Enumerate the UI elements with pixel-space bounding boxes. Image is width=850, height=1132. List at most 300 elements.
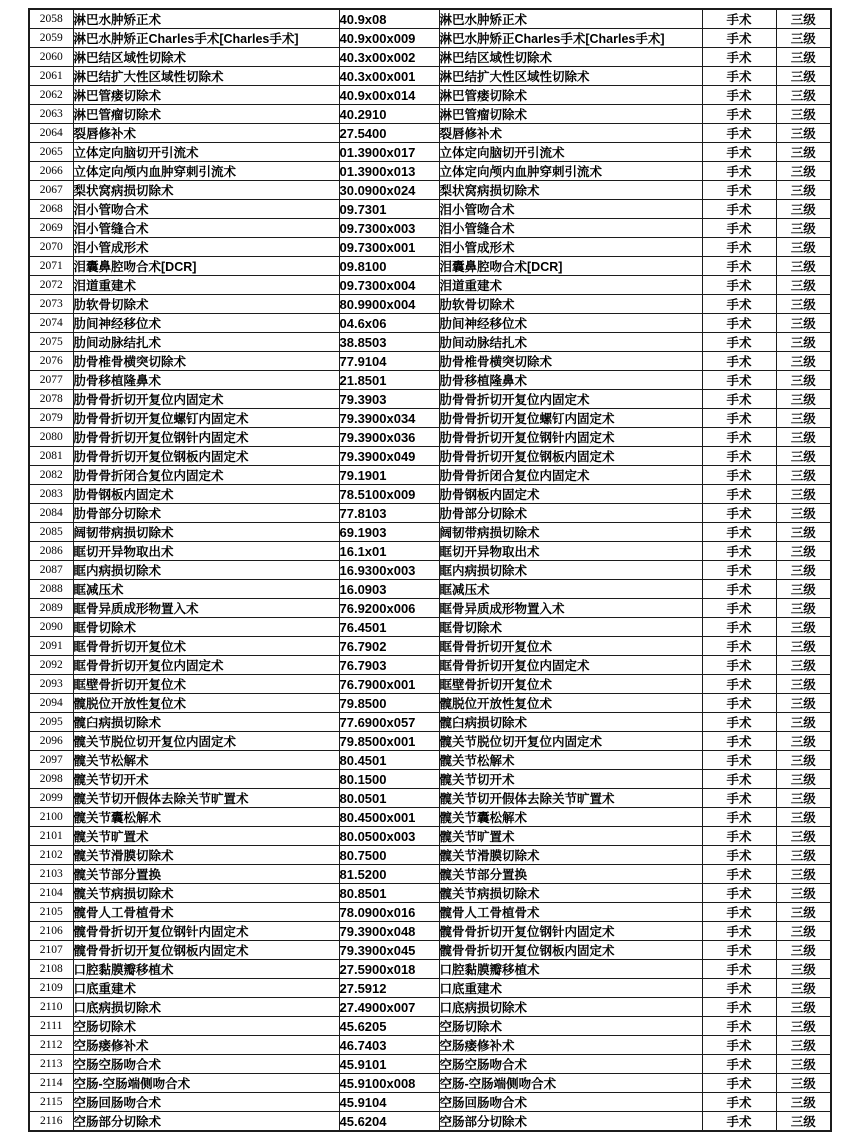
procedure-name-repeat-cell: 髋骨人工骨植骨术 — [439, 903, 702, 922]
procedure-code-cell: 76.7903 — [339, 656, 439, 675]
procedure-code-cell: 16.9300x003 — [339, 561, 439, 580]
procedure-name-cell: 髋关节病损切除术 — [73, 884, 339, 903]
level-cell: 三级 — [776, 466, 831, 485]
procedure-name-repeat-cell: 空肠部分切除术 — [439, 1112, 702, 1132]
level-cell: 三级 — [776, 67, 831, 86]
procedure-name-cell: 淋巴水肿矫正术 — [73, 9, 339, 29]
row-number-cell: 2075 — [29, 333, 73, 352]
procedure-code-cell: 27.5900x018 — [339, 960, 439, 979]
procedure-name-repeat-cell: 髋关节病损切除术 — [439, 884, 702, 903]
procedure-name-repeat-cell: 髋关节囊松解术 — [439, 808, 702, 827]
category-cell: 手术 — [702, 1112, 776, 1132]
procedure-code-cell: 79.3900x034 — [339, 409, 439, 428]
category-cell: 手术 — [702, 124, 776, 143]
table-row — [29, 504, 831, 523]
category-cell: 手术 — [702, 1017, 776, 1036]
category-cell: 手术 — [702, 219, 776, 238]
procedure-name-repeat-cell: 梨状窝病损切除术 — [439, 181, 702, 200]
procedure-code-cell: 76.4501 — [339, 618, 439, 637]
procedure-code-cell: 80.0501 — [339, 789, 439, 808]
category-cell: 手术 — [702, 523, 776, 542]
procedure-name-cell: 眶内病损切除术 — [73, 561, 339, 580]
table-row — [29, 371, 831, 390]
category-cell: 手术 — [702, 599, 776, 618]
level-cell: 三级 — [776, 865, 831, 884]
category-cell: 手术 — [702, 1074, 776, 1093]
row-number-cell: 2066 — [29, 162, 73, 181]
procedure-name-repeat-cell: 空肠-空肠端侧吻合术 — [439, 1074, 702, 1093]
row-number-cell: 2101 — [29, 827, 73, 846]
procedure-name-cell: 泪小管缝合术 — [73, 219, 339, 238]
procedure-code-cell: 30.0900x024 — [339, 181, 439, 200]
table-row — [29, 618, 831, 637]
level-cell: 三级 — [776, 504, 831, 523]
procedure-name-repeat-cell: 髋关节切开术 — [439, 770, 702, 789]
procedure-name-repeat-cell: 肋间神经移位术 — [439, 314, 702, 333]
procedure-name-repeat-cell: 眶切开异物取出术 — [439, 542, 702, 561]
table-row — [29, 124, 831, 143]
procedure-name-repeat-cell: 肋间动脉结扎术 — [439, 333, 702, 352]
procedure-name-repeat-cell: 髋关节脱位切开复位内固定术 — [439, 732, 702, 751]
procedure-name-cell: 口底重建术 — [73, 979, 339, 998]
row-number-cell: 2073 — [29, 295, 73, 314]
table-row — [29, 922, 831, 941]
row-number-cell: 2107 — [29, 941, 73, 960]
procedure-name-cell: 眶骨异质成形物置入术 — [73, 599, 339, 618]
row-number-cell: 2077 — [29, 371, 73, 390]
category-cell: 手术 — [702, 48, 776, 67]
row-number-cell: 2082 — [29, 466, 73, 485]
table-row — [29, 1055, 831, 1074]
level-cell: 三级 — [776, 732, 831, 751]
procedure-name-repeat-cell: 泪道重建术 — [439, 276, 702, 295]
procedure-code-cell: 09.8100 — [339, 257, 439, 276]
procedure-name-cell: 肋骨骨折切开复位内固定术 — [73, 390, 339, 409]
procedure-name-repeat-cell: 泪囊鼻腔吻合术[DCR] — [439, 257, 702, 276]
procedure-name-cell: 空肠部分切除术 — [73, 1112, 339, 1132]
procedure-name-repeat-cell: 淋巴管瘘切除术 — [439, 86, 702, 105]
procedure-code-cell: 40.9x08 — [339, 9, 439, 29]
procedure-code-cell: 79.1901 — [339, 466, 439, 485]
category-cell: 手术 — [702, 827, 776, 846]
procedure-name-cell: 髋臼病损切除术 — [73, 713, 339, 732]
category-cell: 手术 — [702, 181, 776, 200]
procedure-code-cell: 76.7900x001 — [339, 675, 439, 694]
level-cell: 三级 — [776, 960, 831, 979]
category-cell: 手术 — [702, 9, 776, 29]
category-cell: 手术 — [702, 637, 776, 656]
level-cell: 三级 — [776, 998, 831, 1017]
procedure-name-cell: 立体定向脑切开引流术 — [73, 143, 339, 162]
category-cell: 手术 — [702, 960, 776, 979]
level-cell: 三级 — [776, 1017, 831, 1036]
procedure-name-cell: 泪囊鼻腔吻合术[DCR] — [73, 257, 339, 276]
table-row — [29, 675, 831, 694]
procedure-name-cell: 淋巴结扩大性区域性切除术 — [73, 67, 339, 86]
category-cell: 手术 — [702, 656, 776, 675]
category-cell: 手术 — [702, 580, 776, 599]
level-cell: 三级 — [776, 1074, 831, 1093]
row-number-cell: 2084 — [29, 504, 73, 523]
row-number-cell: 2085 — [29, 523, 73, 542]
procedure-code-cell: 80.1500 — [339, 770, 439, 789]
level-cell: 三级 — [776, 219, 831, 238]
procedure-code-cell: 79.8500 — [339, 694, 439, 713]
procedure-code-cell: 38.8503 — [339, 333, 439, 352]
level-cell: 三级 — [776, 314, 831, 333]
procedure-code-cell: 77.9104 — [339, 352, 439, 371]
procedure-code-cell: 78.0900x016 — [339, 903, 439, 922]
procedure-name-repeat-cell: 眶骨骨折切开复位内固定术 — [439, 656, 702, 675]
category-cell: 手术 — [702, 314, 776, 333]
procedure-name-cell: 髋骨骨折切开复位钢针内固定术 — [73, 922, 339, 941]
procedure-name-cell: 空肠-空肠端侧吻合术 — [73, 1074, 339, 1093]
procedure-name-cell: 肋骨椎骨横突切除术 — [73, 352, 339, 371]
level-cell: 三级 — [776, 542, 831, 561]
procedure-name-repeat-cell: 肋骨移植隆鼻术 — [439, 371, 702, 390]
row-number-cell: 2093 — [29, 675, 73, 694]
table-row — [29, 390, 831, 409]
procedure-code-cell: 77.8103 — [339, 504, 439, 523]
table-row — [29, 713, 831, 732]
row-number-cell: 2086 — [29, 542, 73, 561]
row-number-cell: 2102 — [29, 846, 73, 865]
procedure-name-repeat-cell: 口底重建术 — [439, 979, 702, 998]
level-cell: 三级 — [776, 922, 831, 941]
table-row — [29, 827, 831, 846]
row-number-cell: 2081 — [29, 447, 73, 466]
procedure-name-cell: 髋关节松解术 — [73, 751, 339, 770]
level-cell: 三级 — [776, 618, 831, 637]
procedure-code-cell: 69.1903 — [339, 523, 439, 542]
category-cell: 手术 — [702, 884, 776, 903]
table-row — [29, 314, 831, 333]
level-cell: 三级 — [776, 105, 831, 124]
procedure-name-repeat-cell: 淋巴结区域性切除术 — [439, 48, 702, 67]
table-row — [29, 808, 831, 827]
procedure-table — [28, 8, 832, 1132]
level-cell: 三级 — [776, 48, 831, 67]
procedure-code-cell: 80.8501 — [339, 884, 439, 903]
category-cell: 手术 — [702, 751, 776, 770]
row-number-cell: 2114 — [29, 1074, 73, 1093]
table-row — [29, 770, 831, 789]
level-cell: 三级 — [776, 770, 831, 789]
category-cell: 手术 — [702, 865, 776, 884]
row-number-cell: 2098 — [29, 770, 73, 789]
table-row — [29, 865, 831, 884]
procedure-name-repeat-cell: 髋关节切开假体去除关节旷置术 — [439, 789, 702, 808]
row-number-cell: 2068 — [29, 200, 73, 219]
row-number-cell: 2069 — [29, 219, 73, 238]
procedure-table-body — [29, 9, 831, 1131]
procedure-name-repeat-cell: 眶骨切除术 — [439, 618, 702, 637]
procedure-name-cell: 眶切开异物取出术 — [73, 542, 339, 561]
table-row — [29, 1074, 831, 1093]
procedure-name-repeat-cell: 淋巴管瘤切除术 — [439, 105, 702, 124]
procedure-name-cell: 肋骨骨折切开复位钢板内固定术 — [73, 447, 339, 466]
procedure-code-cell: 80.4500x001 — [339, 808, 439, 827]
procedure-name-cell: 眶骨骨折切开复位内固定术 — [73, 656, 339, 675]
procedure-name-cell: 肋骨骨折切开复位钢针内固定术 — [73, 428, 339, 447]
procedure-name-repeat-cell: 口底病损切除术 — [439, 998, 702, 1017]
table-row — [29, 903, 831, 922]
procedure-code-cell: 40.2910 — [339, 105, 439, 124]
category-cell: 手术 — [702, 105, 776, 124]
procedure-code-cell: 79.3900x045 — [339, 941, 439, 960]
category-cell: 手术 — [702, 542, 776, 561]
table-row — [29, 466, 831, 485]
procedure-code-cell: 79.3900x036 — [339, 428, 439, 447]
procedure-name-repeat-cell: 空肠回肠吻合术 — [439, 1093, 702, 1112]
procedure-code-cell: 40.9x00x009 — [339, 29, 439, 48]
table-row — [29, 846, 831, 865]
row-number-cell: 2104 — [29, 884, 73, 903]
category-cell: 手术 — [702, 447, 776, 466]
procedure-name-cell: 髋关节切开假体去除关节旷置术 — [73, 789, 339, 808]
procedure-code-cell: 04.6x06 — [339, 314, 439, 333]
procedure-code-cell: 46.7403 — [339, 1036, 439, 1055]
level-cell: 三级 — [776, 808, 831, 827]
row-number-cell: 2078 — [29, 390, 73, 409]
procedure-name-cell: 髋关节旷置术 — [73, 827, 339, 846]
row-number-cell: 2088 — [29, 580, 73, 599]
table-row — [29, 656, 831, 675]
level-cell: 三级 — [776, 238, 831, 257]
procedure-name-repeat-cell: 髋脱位开放性复位术 — [439, 694, 702, 713]
procedure-code-cell: 80.4501 — [339, 751, 439, 770]
procedure-name-repeat-cell: 髋关节松解术 — [439, 751, 702, 770]
table-row — [29, 143, 831, 162]
procedure-code-cell: 01.3900x013 — [339, 162, 439, 181]
row-number-cell: 2083 — [29, 485, 73, 504]
procedure-code-cell: 09.7301 — [339, 200, 439, 219]
table-row — [29, 979, 831, 998]
row-number-cell: 2064 — [29, 124, 73, 143]
row-number-cell: 2105 — [29, 903, 73, 922]
category-cell: 手术 — [702, 675, 776, 694]
procedure-name-repeat-cell: 肋骨部分切除术 — [439, 504, 702, 523]
procedure-name-repeat-cell: 空肠空肠吻合术 — [439, 1055, 702, 1074]
procedure-name-cell: 淋巴水肿矫正Charles手术[Charles手术] — [73, 29, 339, 48]
category-cell: 手术 — [702, 409, 776, 428]
procedure-code-cell: 80.7500 — [339, 846, 439, 865]
category-cell: 手术 — [702, 466, 776, 485]
procedure-name-cell: 髋骨骨折切开复位钢板内固定术 — [73, 941, 339, 960]
procedure-code-cell: 16.1x01 — [339, 542, 439, 561]
procedure-name-repeat-cell: 肋骨骨折切开复位螺钉内固定术 — [439, 409, 702, 428]
row-number-cell: 2099 — [29, 789, 73, 808]
level-cell: 三级 — [776, 1036, 831, 1055]
procedure-name-repeat-cell: 淋巴水肿矫正术 — [439, 9, 702, 29]
row-number-cell: 2071 — [29, 257, 73, 276]
row-number-cell: 2063 — [29, 105, 73, 124]
table-row — [29, 599, 831, 618]
procedure-name-cell: 眶壁骨折切开复位术 — [73, 675, 339, 694]
level-cell: 三级 — [776, 200, 831, 219]
procedure-name-cell: 肋骨部分切除术 — [73, 504, 339, 523]
table-row — [29, 1093, 831, 1112]
table-row — [29, 523, 831, 542]
category-cell: 手术 — [702, 998, 776, 1017]
row-number-cell: 2072 — [29, 276, 73, 295]
row-number-cell: 2116 — [29, 1112, 73, 1132]
procedure-name-repeat-cell: 立体定向脑切开引流术 — [439, 143, 702, 162]
procedure-code-cell: 79.3900x048 — [339, 922, 439, 941]
level-cell: 三级 — [776, 751, 831, 770]
level-cell: 三级 — [776, 789, 831, 808]
procedure-code-cell: 45.9100x008 — [339, 1074, 439, 1093]
table-row — [29, 580, 831, 599]
procedure-code-cell: 79.3903 — [339, 390, 439, 409]
procedure-code-cell: 80.9900x004 — [339, 295, 439, 314]
procedure-name-cell: 髋关节囊松解术 — [73, 808, 339, 827]
table-row — [29, 105, 831, 124]
row-number-cell: 2108 — [29, 960, 73, 979]
procedure-name-repeat-cell: 眶骨骨折切开复位术 — [439, 637, 702, 656]
category-cell: 手术 — [702, 67, 776, 86]
procedure-name-cell: 空肠空肠吻合术 — [73, 1055, 339, 1074]
level-cell: 三级 — [776, 257, 831, 276]
procedure-name-cell: 肋骨骨折闭合复位内固定术 — [73, 466, 339, 485]
level-cell: 三级 — [776, 371, 831, 390]
procedure-name-cell: 淋巴管瘘切除术 — [73, 86, 339, 105]
procedure-name-cell: 眶骨切除术 — [73, 618, 339, 637]
procedure-name-cell: 肋骨移植隆鼻术 — [73, 371, 339, 390]
row-number-cell: 2097 — [29, 751, 73, 770]
procedure-name-cell: 淋巴管瘤切除术 — [73, 105, 339, 124]
table-row — [29, 751, 831, 770]
table-row — [29, 238, 831, 257]
level-cell: 三级 — [776, 181, 831, 200]
procedure-name-repeat-cell: 淋巴水肿矫正Charles手术[Charles手术] — [439, 29, 702, 48]
procedure-name-repeat-cell: 立体定向颅内血肿穿刺引流术 — [439, 162, 702, 181]
level-cell: 三级 — [776, 580, 831, 599]
category-cell: 手术 — [702, 371, 776, 390]
category-cell: 手术 — [702, 1093, 776, 1112]
table-row — [29, 1017, 831, 1036]
row-number-cell: 2087 — [29, 561, 73, 580]
procedure-name-repeat-cell: 空肠切除术 — [439, 1017, 702, 1036]
procedure-code-cell: 40.9x00x014 — [339, 86, 439, 105]
procedure-name-repeat-cell: 肋骨骨折闭合复位内固定术 — [439, 466, 702, 485]
level-cell: 三级 — [776, 903, 831, 922]
category-cell: 手术 — [702, 979, 776, 998]
procedure-name-repeat-cell: 眶骨异质成形物置入术 — [439, 599, 702, 618]
table-row — [29, 1112, 831, 1132]
procedure-name-cell: 髋关节切开术 — [73, 770, 339, 789]
procedure-code-cell: 78.5100x009 — [339, 485, 439, 504]
category-cell: 手术 — [702, 295, 776, 314]
procedure-name-repeat-cell: 髋关节滑膜切除术 — [439, 846, 702, 865]
category-cell: 手术 — [702, 713, 776, 732]
procedure-name-cell: 阔韧带病损切除术 — [73, 523, 339, 542]
level-cell: 三级 — [776, 333, 831, 352]
category-cell: 手术 — [702, 1055, 776, 1074]
row-number-cell: 2061 — [29, 67, 73, 86]
table-row — [29, 884, 831, 903]
table-row — [29, 428, 831, 447]
procedure-name-cell: 泪道重建术 — [73, 276, 339, 295]
category-cell: 手术 — [702, 694, 776, 713]
procedure-code-cell: 09.7300x004 — [339, 276, 439, 295]
table-row — [29, 637, 831, 656]
row-number-cell: 2089 — [29, 599, 73, 618]
procedure-code-cell: 01.3900x017 — [339, 143, 439, 162]
row-number-cell: 2096 — [29, 732, 73, 751]
table-row — [29, 732, 831, 751]
row-number-cell: 2090 — [29, 618, 73, 637]
procedure-name-repeat-cell: 眶减压术 — [439, 580, 702, 599]
level-cell: 三级 — [776, 675, 831, 694]
category-cell: 手术 — [702, 238, 776, 257]
category-cell: 手术 — [702, 903, 776, 922]
procedure-name-cell: 肋软骨切除术 — [73, 295, 339, 314]
row-number-cell: 2110 — [29, 998, 73, 1017]
procedure-code-cell: 76.7902 — [339, 637, 439, 656]
procedure-code-cell: 09.7300x003 — [339, 219, 439, 238]
procedure-name-cell: 肋间神经移位术 — [73, 314, 339, 333]
procedure-name-cell: 泪小管吻合术 — [73, 200, 339, 219]
table-row — [29, 219, 831, 238]
table-row — [29, 485, 831, 504]
row-number-cell: 2079 — [29, 409, 73, 428]
row-number-cell: 2070 — [29, 238, 73, 257]
procedure-name-repeat-cell: 髋臼病损切除术 — [439, 713, 702, 732]
table-row — [29, 789, 831, 808]
level-cell: 三级 — [776, 979, 831, 998]
level-cell: 三级 — [776, 124, 831, 143]
row-number-cell: 2080 — [29, 428, 73, 447]
category-cell: 手术 — [702, 390, 776, 409]
row-number-cell: 2112 — [29, 1036, 73, 1055]
procedure-name-repeat-cell: 泪小管缝合术 — [439, 219, 702, 238]
procedure-name-repeat-cell: 口腔黏膜瓣移植术 — [439, 960, 702, 979]
procedure-name-cell: 髋脱位开放性复位术 — [73, 694, 339, 713]
level-cell: 三级 — [776, 637, 831, 656]
row-number-cell: 2091 — [29, 637, 73, 656]
category-cell: 手术 — [702, 162, 776, 181]
table-row — [29, 998, 831, 1017]
procedure-name-cell: 髋关节滑膜切除术 — [73, 846, 339, 865]
procedure-code-cell: 45.9104 — [339, 1093, 439, 1112]
procedure-code-cell: 45.9101 — [339, 1055, 439, 1074]
row-number-cell: 2095 — [29, 713, 73, 732]
row-number-cell: 2113 — [29, 1055, 73, 1074]
procedure-name-cell: 肋间动脉结扎术 — [73, 333, 339, 352]
level-cell: 三级 — [776, 827, 831, 846]
category-cell: 手术 — [702, 922, 776, 941]
level-cell: 三级 — [776, 884, 831, 903]
table-row — [29, 295, 831, 314]
procedure-name-repeat-cell: 泪小管吻合术 — [439, 200, 702, 219]
category-cell: 手术 — [702, 29, 776, 48]
procedure-name-repeat-cell: 淋巴结扩大性区域性切除术 — [439, 67, 702, 86]
level-cell: 三级 — [776, 1093, 831, 1112]
level-cell: 三级 — [776, 1055, 831, 1074]
procedure-name-cell: 髋骨人工骨植骨术 — [73, 903, 339, 922]
category-cell: 手术 — [702, 485, 776, 504]
table-row — [29, 960, 831, 979]
procedure-code-cell: 76.9200x006 — [339, 599, 439, 618]
level-cell: 三级 — [776, 523, 831, 542]
procedure-name-repeat-cell: 空肠瘘修补术 — [439, 1036, 702, 1055]
table-row — [29, 941, 831, 960]
level-cell: 三级 — [776, 656, 831, 675]
procedure-code-cell: 21.8501 — [339, 371, 439, 390]
procedure-code-cell: 16.0903 — [339, 580, 439, 599]
category-cell: 手术 — [702, 276, 776, 295]
